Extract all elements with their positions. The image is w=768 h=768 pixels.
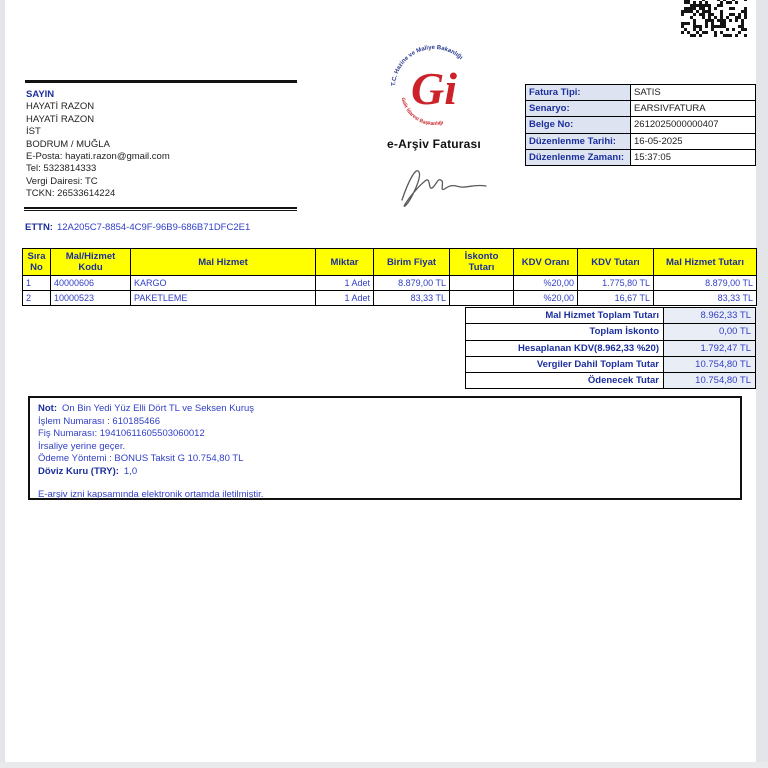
cell-birim-fiyat: 8.879,00 TL	[374, 276, 450, 291]
page-edge-left	[0, 0, 5, 768]
info-label: Belge No:	[526, 117, 631, 133]
logo-arc-bottom-text: Gelir İdaresi Başkanlığı	[399, 97, 444, 128]
qr-code	[681, 0, 747, 38]
recipient-heading: SAYIN	[26, 89, 55, 100]
cell-kod: 10000523	[51, 291, 131, 306]
total-row-iskonto	[466, 324, 756, 340]
cell-kdv-orani: %20,00	[514, 276, 578, 291]
total-label: Vergiler Dahil Toplam Tutar	[466, 356, 664, 372]
note-amount-in-words: Not: On Bin Yedi Yüz Elli Dört TL ve Seksen Kuruş	[38, 403, 255, 414]
col-kdv-tutari: KDV Tutarı	[578, 249, 654, 276]
total-label: Hesaplanan KDV(8.962,33 %20)	[466, 340, 664, 356]
cell-tutar: 8.879,00 TL	[654, 276, 757, 291]
signature-scribble	[392, 160, 496, 208]
note-odeme-yontemi: Ödeme Yöntemi : BONUS Taksit G 10.754,80 TL	[38, 453, 244, 465]
total-value: 1.792,47 TL	[664, 340, 756, 356]
info-label: Düzenlenme Zamanı:	[526, 149, 631, 165]
note-doviz-kuru: Döviz Kuru (TRY): 1,0	[38, 465, 138, 477]
col-mal-hizmet-kodu: Mal/Hizmet Kodu	[51, 249, 131, 276]
cell-birim-fiyat: 83,33 TL	[374, 291, 450, 306]
col-mal-hizmet: Mal Hizmet	[131, 249, 316, 276]
col-miktar: Miktar	[316, 249, 374, 276]
cell-sira: 2	[23, 291, 51, 306]
total-row-vergiler-dahil	[466, 356, 756, 372]
recipient-block	[26, 89, 326, 201]
total-value: 8.962,33 TL	[664, 308, 756, 324]
note-blank	[38, 479, 732, 489]
info-value: EARSIVFATURA	[631, 101, 756, 117]
info-row-duzenlenme-zamani	[526, 149, 756, 165]
ettn-value: 12A205C7-8854-4C9F-96B9-686B71DFC2E1	[56, 222, 251, 233]
info-label: Fatura Tipi:	[526, 85, 631, 101]
total-value: 0,00 TL	[664, 324, 756, 340]
totals-table	[465, 307, 756, 389]
recipient-phone: Tel: 5323814333	[26, 163, 97, 175]
notes-box	[28, 396, 742, 500]
col-kdv-orani: KDV Oranı	[514, 249, 578, 276]
cell-kdv-orani: %20,00	[514, 291, 578, 306]
ettn-label: ETTN:	[25, 222, 53, 233]
items-header-row	[23, 249, 757, 276]
cell-kod: 40000606	[51, 276, 131, 291]
info-row-duzenlenme-tarihi	[526, 133, 756, 149]
recipient-name: HAYATİ RAZON	[26, 101, 95, 113]
cell-sira: 1	[23, 276, 51, 291]
total-row-odenecek	[466, 373, 756, 389]
page-edge-right	[756, 0, 768, 768]
recipient-bottom-rule	[24, 207, 297, 211]
cell-miktar: 1 Adet	[316, 276, 374, 291]
cell-iskonto	[450, 291, 514, 306]
info-row-fatura-tipi	[526, 85, 756, 101]
recipient-district: BODRUM / MUĞLA	[26, 138, 110, 150]
items-table	[22, 248, 757, 306]
recipient-city: İST	[26, 126, 41, 138]
col-sira-no: Sıra No	[23, 249, 51, 276]
info-row-senaryo	[526, 101, 756, 117]
info-row-belge-no	[526, 117, 756, 133]
recipient-tax-office: Vergi Dairesi: TC	[26, 175, 98, 187]
note-fis-numarasi: Fiş Numarası: 19410611605503060012	[38, 428, 205, 440]
info-value: 16-05-2025	[631, 133, 756, 149]
total-row-kdv	[466, 340, 756, 356]
info-label: Senaryo:	[526, 101, 631, 117]
cell-miktar: 1 Adet	[316, 291, 374, 306]
note-islem-numarasi: İşlem Numarası : 610185466	[38, 415, 160, 427]
recipient-top-rule	[25, 80, 297, 83]
info-value: 2612025000000407	[631, 117, 756, 133]
total-label: Toplam İskonto	[466, 324, 664, 340]
recipient-name-2: HAYATİ RAZON	[26, 113, 95, 125]
total-row-toplam-tutar	[466, 308, 756, 324]
item-row-2	[23, 291, 757, 306]
ettn-line	[25, 222, 250, 233]
recipient-email: E-Posta: hayati.razon@gmail.com	[26, 151, 170, 163]
col-birim-fiyat: Birim Fiyat	[374, 249, 450, 276]
cell-kdv-tutari: 16,67 TL	[578, 291, 654, 306]
cell-tutar: 83,33 TL	[654, 291, 757, 306]
document-type-title: e-Arşiv Faturası	[387, 137, 481, 151]
gib-logo	[386, 36, 482, 134]
total-label: Ödenecek Tutar	[466, 373, 664, 389]
invoice-info-table	[525, 84, 756, 166]
item-row-1	[23, 276, 757, 291]
total-label: Mal Hizmet Toplam Tutarı	[466, 308, 664, 324]
cell-ad: PAKETLEME	[131, 291, 316, 306]
col-mal-hizmet-tutari: Mal Hizmet Tutarı	[654, 249, 757, 276]
col-iskonto-tutari: İskonto Tutarı	[450, 249, 514, 276]
total-value: 10.754,80 TL	[664, 373, 756, 389]
info-value: SATIS	[631, 85, 756, 101]
info-label: Düzenlenme Tarihi:	[526, 133, 631, 149]
cell-ad: KARGO	[131, 276, 316, 291]
logo-monogram: Gi	[411, 63, 457, 114]
cell-iskonto	[450, 276, 514, 291]
page-edge-bottom	[0, 762, 768, 768]
recipient-tckn: TCKN: 26533614224	[26, 188, 116, 200]
note-earsiv-izni: E-arşiv izni kapsamında elektronik ortamda iletilmiştir.	[38, 488, 264, 500]
logo-arc-top-text: T.C. Hazine ve Maliye Bakanlığı	[391, 44, 464, 87]
cell-kdv-tutari: 1.775,80 TL	[578, 276, 654, 291]
note-irsaliye: İrsaliye yerine geçer.	[38, 440, 126, 452]
total-value: 10.754,80 TL	[664, 356, 756, 372]
info-value: 15:37:05	[631, 149, 756, 165]
